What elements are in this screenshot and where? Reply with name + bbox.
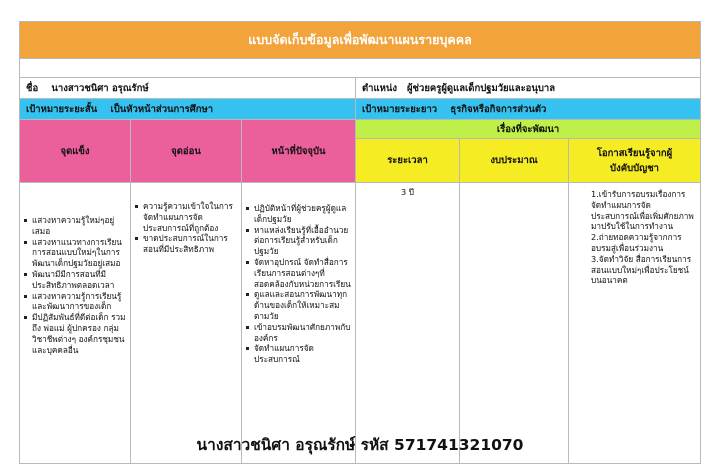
duty-item: ปฏิบัติหน้าที่ผู้ช่วยครูผู้ดูแลเด็กปฐมวัย: [246, 203, 351, 225]
learning-cell: [569, 183, 701, 464]
duty-item: หาแหล่งเรียนรู้ที่เอื้ออำนวยต่อการเรียนรู้สำหรับเด็กปฐมวัย: [246, 225, 351, 257]
short-goal-cell: [20, 99, 356, 120]
form-table: [19, 21, 701, 464]
learning-list: [591, 189, 694, 286]
strength-item: แสวงหาแนวทางการเรียนการสอนแบบใหม่ๆในการพัฒนาเด็กปฐมวัยอยู่เสมอ: [24, 237, 126, 269]
duty-item: จัดทำแผนการจัดประสบการณ์: [246, 343, 351, 365]
learning-header: [569, 139, 701, 183]
duration-header: ระยะเวลา: [356, 139, 460, 183]
position-cell: [356, 78, 701, 99]
weaknesses-list: [135, 201, 237, 255]
strengths-header: จุดแข็ง: [20, 120, 131, 183]
name-value: นางสาวชนิศา อรุณรักษ์: [51, 82, 149, 94]
duty-item: ดูแลและสอนการพัฒนาทุกด้านของเด็กให้เหมาะสมตามวัย: [246, 289, 351, 321]
develop-group-header: เรื่องที่จะพัฒนา: [356, 120, 701, 139]
strength-item: มีปฏิสัมพันธ์ที่ดีต่อเด็ก รวมถึง พ่อแม่ ผู้ปกครอง กลุ่มวิชาชีพต่างๆ องค์กรชุมชน และบุคคลอื่น: [24, 312, 126, 355]
weaknesses-header: จุดอ่อน: [131, 120, 242, 183]
short-goal-label: เป้าหมายระยะสั้น: [26, 103, 98, 115]
form-title: แบบจัดเก็บข้อมูลเพื่อพัฒนาแผนรายบุคคล: [20, 22, 701, 59]
budget-cell: [460, 183, 569, 464]
learning-item: 2.ถ่ายทอดความรู้จากการอบรมสู่เพื่อนร่วมงาน: [591, 232, 682, 253]
budget-header: งบประมาณ: [460, 139, 569, 183]
current-duties-header: หน้าที่ปัจจุบัน: [242, 120, 356, 183]
weaknesses-cell: [131, 183, 242, 464]
strength-item: แสวงหาความรู้การเรียนรู้ และพัฒนาการของเด็ก: [24, 291, 126, 313]
long-goal-label: เป้าหมายระยะยาว: [362, 103, 438, 115]
duties-list: [246, 203, 351, 365]
learning-header-line1: โอกาสเรียนรู้จากผู้: [596, 147, 673, 159]
strengths-list: [24, 215, 126, 355]
learning-item: 3.จัดทำวิจัย สื่อการเรียนการสอนแบบใหม่ๆเพื่อประโยชน์บนอนาคต: [591, 253, 692, 286]
duty-item: เข้าอบรมพัฒนาศักยภาพกับองค์กร: [246, 322, 351, 344]
learning-item: 1.เข้ารับการอบรมเรื่องการจัดทำแผนการจัดประสบการณ์เพื่อเพิ่มศักยภาพมาปรับใช้ในการทำงาน: [591, 189, 694, 232]
strength-item: พัฒนามีมีการสอนที่มีประสิทธิภาพตลอดเวลา: [24, 269, 126, 291]
duty-item: จัดหาอุปกรณ์ จัดทำสื่อการเรียนการสอนต่างๆที่สอดคล้องกับหน่วยการเรียน: [246, 257, 351, 289]
name-cell: [20, 78, 356, 99]
long-goal-cell: [356, 99, 701, 120]
learning-header-line2: บังคับบัญชา: [610, 162, 660, 174]
strengths-cell: [20, 183, 131, 464]
weakness-item: ขาดประสบการณ์ในการสอนที่มีประสิทธิภาพ: [135, 233, 237, 255]
spacer-row: [20, 59, 701, 78]
development-plan-form: [19, 21, 700, 464]
author-footer: นางสาวชนิศา อรุณรักษ์ รหัส 571741321070: [196, 436, 524, 454]
weakness-item: ความรู้ความเข้าใจในการจัดทำแผนการจัดประสบการณ์ที่ถูกต้อง: [135, 201, 237, 233]
name-label: ชื่อ: [26, 82, 39, 94]
position-value: ผู้ช่วยครูผู้ดูแลเด็กปฐมวัยและอนุบาล: [406, 82, 556, 94]
short-goal-value: เป็นหัวหน้าส่วนการศึกษา: [110, 103, 214, 115]
long-goal-value: ธุรกิจหรือกิจการส่วนตัว: [450, 103, 547, 115]
strength-item: แสวงหาความรู้ใหม่ๆอยู่เสมอ: [24, 215, 126, 237]
current-duties-cell: [242, 183, 356, 464]
duration-cell: 3 ปี: [356, 183, 460, 464]
position-label: ตำแหน่ง: [362, 82, 398, 94]
